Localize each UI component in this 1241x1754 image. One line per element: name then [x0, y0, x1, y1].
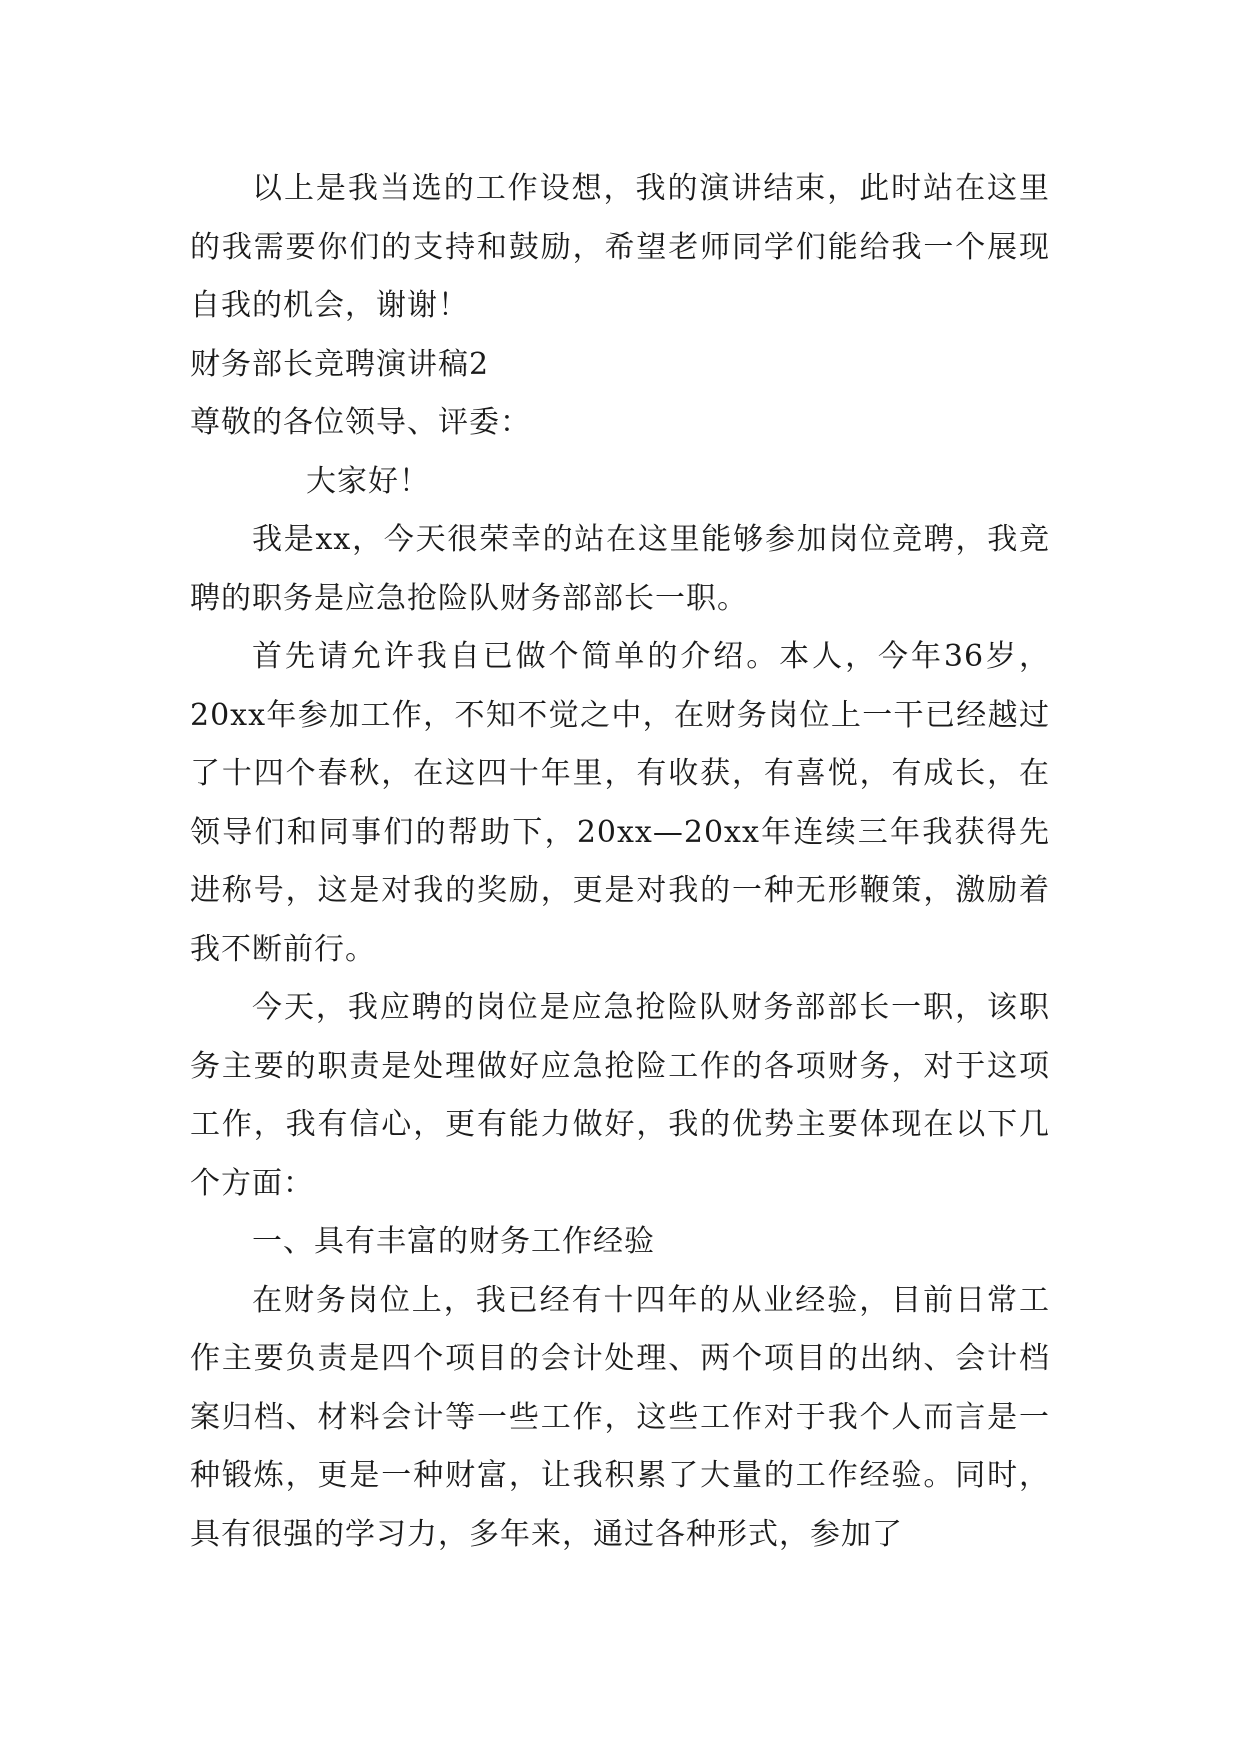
- speech-title: 财务部长竞聘演讲稿2: [190, 346, 490, 382]
- intro-paragraph: 我是xx，今天很荣幸的站在这里能够参加岗位竞聘，我竞聘的职务是应急抢险队财务部部长一职。: [190, 522, 1050, 616]
- position-paragraph: 今天，我应聘的岗位是应急抢险队财务部部长一职，该职务主要的职责是处理做好应急抢险工作的各项财务，对于这项工作，我有信心，更有能力做好，我的优势主要体现在以下几个方面：: [190, 990, 1050, 1201]
- section-heading: 一、具有丰富的财务工作经验: [252, 1224, 655, 1259]
- closing-paragraph: 以上是我当选的工作设想，我的演讲结束，此时站在这里的我需要你们的支持和鼓励，希望老师同学们能给我一个展现自我的机会，谢谢！: [190, 171, 1050, 323]
- document-body: [190, 160, 1050, 1564]
- experience-paragraph: 在财务岗位上，我已经有十四年的从业经验，目前日常工作主要负责是四个项目的会计处理、两个项目的出纳、会计档案归档、材料会计等一些工作，这些工作对于我个人而言是一种锻炼，更是一种财富，让我积累了大量的工作经验。同时，具有很强的学习力，多年来，通过各种形式，参加了: [190, 1282, 1050, 1552]
- salutation: 尊敬的各位领导、评委：: [190, 405, 531, 440]
- self-introduction-paragraph: 首先请允许我自已做个简单的介绍。本人，今年36岁，20xx年参加工作，不知不觉之中，在财务岗位上一干已经越过了十四个春秋，在这四十年里，有收获，有喜悦，有成长，在领导们和同事们的帮助下，20xx—20xx年连续三年我获得先进称号，这是对我的奖励，更是对我的一种无形鞭策，激励着我不断前行。: [190, 639, 1050, 967]
- greeting: 大家好！: [306, 463, 430, 499]
